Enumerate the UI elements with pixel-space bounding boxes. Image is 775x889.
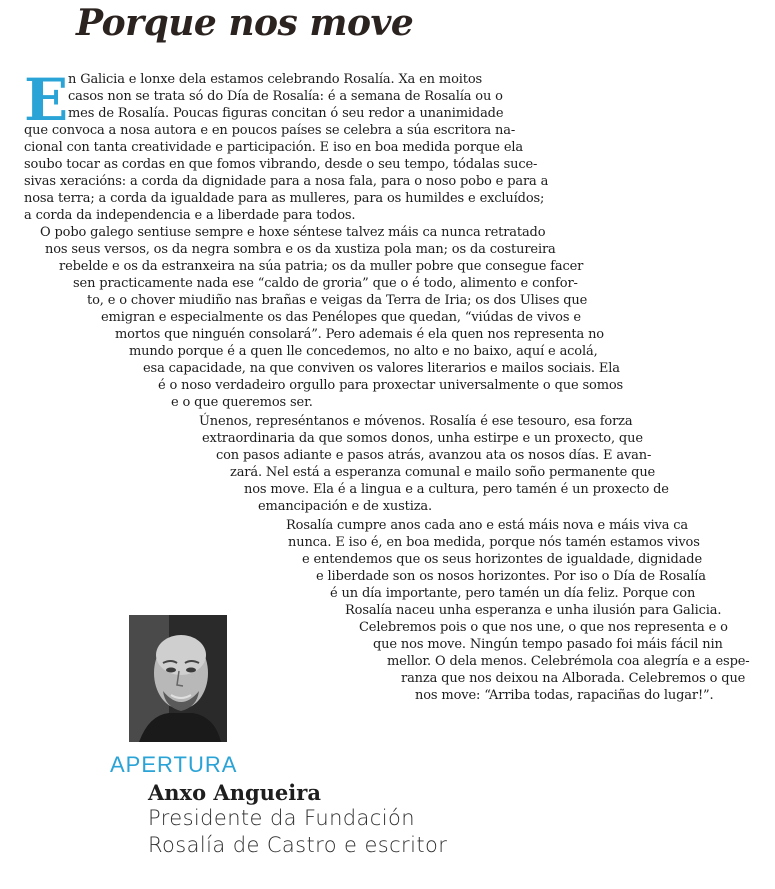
author-role-line: Presidente da Fundación (148, 806, 415, 830)
body-line: extraordinaria da que somos donos, unha estirpe e un proxecto, que (202, 431, 643, 446)
body-line: casos non se trata só do Día de Rosalía: é a semana de Rosalía ou o (68, 89, 503, 104)
body-line: con pasos adiante e pasos atrás, avanzou ata os nosos días. E avan- (216, 448, 652, 463)
body-line: sivas xeracións: a corda da dignidade para a nosa fala, para o noso pobo e para a (24, 174, 549, 189)
author-photo (129, 615, 227, 742)
body-line: mundo porque é a quen lle concedemos, no alto e no baixo, aquí e acolá, (129, 344, 598, 359)
body-line: é un día importante, pero tamén un día feliz. Porque con (330, 586, 696, 601)
body-line: to, e o chover miudiño nas brañas e veigas da Terra de Iria; os dos Ulises que (87, 293, 588, 308)
body-line: nosa terra; a corda da igualdade para as mulleres, para os humildes e excluídos; (24, 191, 545, 206)
author-name: Anxo Angueira (148, 780, 321, 805)
author-role-line: Rosalía de Castro e escritor (148, 833, 448, 857)
body-line: emigran e especialmente os das Penélopes que quedan, “viúdas de vivos e (101, 310, 581, 325)
drop-cap: E (24, 66, 69, 134)
body-line: sen practicamente nada ese “caldo de groria” que o é todo, alimento e confor- (73, 276, 578, 291)
body-line: Rosalía cumpre anos cada ano e está máis nova e máis viva ca (286, 518, 689, 533)
body-line: e liberdade son os nosos horizontes. Por iso o Día de Rosalía (316, 569, 706, 584)
body-line: e entendemos que os seus horizontes de igualdade, dignidade (302, 552, 703, 567)
body-line: n Galicia e lonxe dela estamos celebrando Rosalía. Xa en moitos (68, 72, 483, 87)
author-portrait-icon (129, 615, 227, 742)
body-line: emancipación e de xustiza. (258, 499, 432, 514)
body-line: nunca. E iso é, en boa medida, porque nós tamén estamos vivos (288, 535, 700, 550)
body-line: ranza que nos deixou na Alborada. Celebremos o que (401, 671, 746, 686)
body-line: zará. Nel está a esperanza comunal e mailo soño permanente que (230, 465, 656, 480)
body-line: nos seus versos, os da negra sombra e os da xustiza pola man; os da costureira (45, 242, 556, 257)
body-line: mortos que ninguén consolará”. Pero ademais é ela quen nos representa no (115, 327, 604, 342)
body-line: rebelde e os da estranxeira na súa patria; os da muller pobre que consegue facer (59, 259, 584, 274)
body-line: cional con tanta creatividade e participación. E iso en boa medida porque ela (24, 140, 523, 155)
body-line: nos move: “Arriba todas, rapaciñas do lugar!”. (415, 688, 714, 703)
body-line: esa capacidade, na que conviven os valores literarios e mailos sociais. Ela (143, 361, 620, 376)
body-line: a corda da independencia e a liberdade para todos. (24, 208, 356, 223)
body-line: O pobo galego sentiuse sempre e hoxe séntese talvez máis ca nunca retratado (40, 225, 546, 240)
body-line: mes de Rosalía. Poucas figuras concitan ó seu redor a unanimidade (68, 106, 504, 121)
body-line: nos move. Ela é a lingua e a cultura, pero tamén é un proxecto de (244, 482, 669, 497)
body-line: Celebremos pois o que nos une, o que nos representa e o (359, 620, 728, 635)
body-line: mellor. O dela menos. Celebrémola coa alegría e a espe- (387, 654, 750, 669)
section-label: APERTURA (110, 752, 238, 777)
body-line: Únenos, represéntanos e móvenos. Rosalía é ese tesouro, esa forza (199, 414, 633, 429)
body-line: Rosalía naceu unha esperanza e unha ilusión para Galicia. (345, 603, 722, 618)
body-line: soubo tocar as cordas en que fomos vibrando, desde o seu tempo, tódalas suce- (24, 157, 538, 172)
body-line: que nos move. Ningún tempo pasado foi máis fácil nin (373, 637, 723, 652)
body-line: e o que queremos ser. (171, 395, 313, 410)
article-title: Porque nos move (76, 2, 414, 44)
body-line: que convoca a nosa autora e en poucos países se celebra a súa escritora na- (24, 123, 516, 138)
body-line: é o noso verdadeiro orgullo para proxectar universalmente o que somos (158, 378, 624, 393)
